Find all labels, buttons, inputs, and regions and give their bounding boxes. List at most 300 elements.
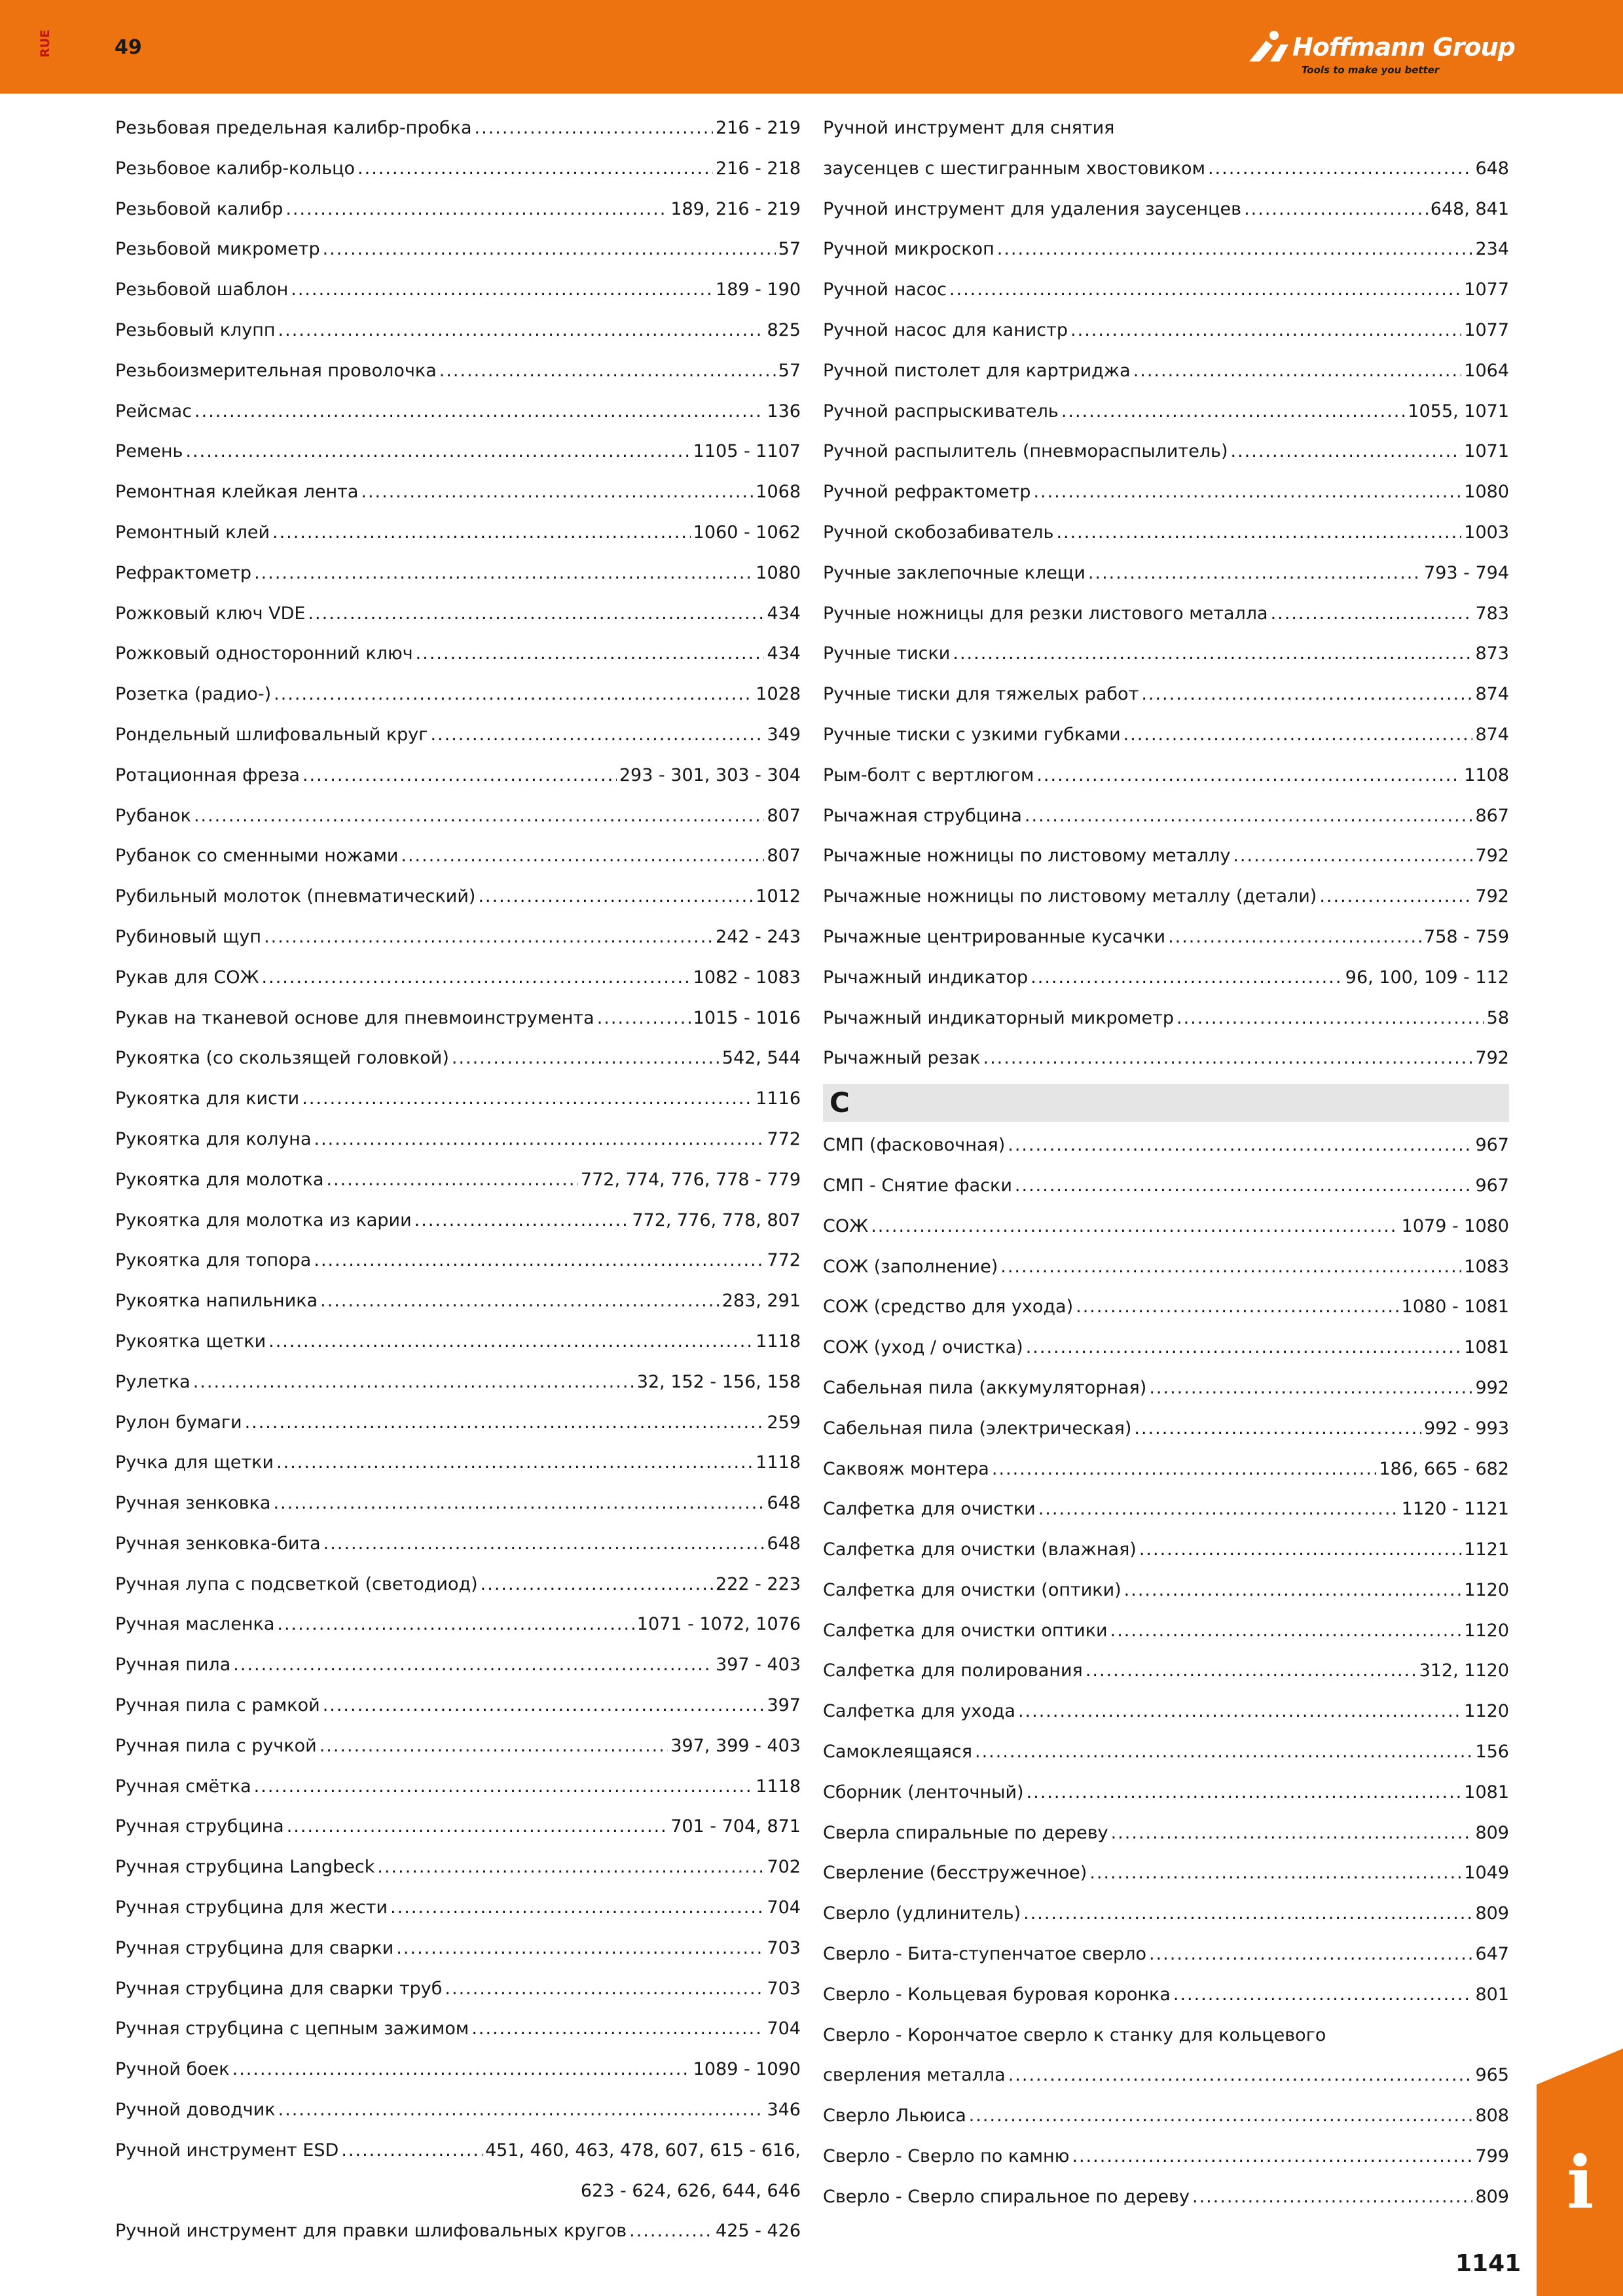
dot-leader <box>478 876 753 917</box>
index-page-ref: 772 <box>767 1250 801 1271</box>
index-page-ref: 1077 <box>1464 319 1509 340</box>
dot-leader <box>481 1564 713 1605</box>
index-entry <box>115 431 801 472</box>
index-term: Сверло (удлинитель) <box>823 1903 1021 1924</box>
index-entry <box>823 1975 1509 2015</box>
dot-leader <box>471 2009 764 2049</box>
index-term: Резьбовый клупп <box>115 319 276 340</box>
index-page-ref: 1015 - 1016 <box>693 1007 801 1028</box>
dot-leader <box>1149 1934 1472 1975</box>
index-term: Сверление (бесстружечное) <box>823 1863 1087 1884</box>
dot-leader <box>254 1767 754 1807</box>
index-term: Рукав на тканевой основе для пневмоинструмента <box>115 1007 594 1028</box>
dot-leader <box>254 553 753 594</box>
index-term: Рукоятка напильника <box>115 1291 318 1312</box>
index-entry <box>823 876 1509 917</box>
index-page-ref: 874 <box>1475 724 1509 745</box>
index-page-ref: 312, 1120 <box>1419 1660 1509 1681</box>
index-term: СОЖ <box>823 1215 869 1236</box>
index-entry <box>823 472 1509 512</box>
dot-leader <box>1000 1247 1461 1287</box>
index-page-ref: 434 <box>767 603 801 624</box>
index-term: Сборник (ленточный) <box>823 1782 1024 1803</box>
index-page-ref: 189 - 190 <box>716 279 801 300</box>
index-term: Резьбовое калибр-кольцо <box>115 158 356 179</box>
brand-name: Hoffmann Group <box>1292 33 1515 62</box>
index-page-ref: 57 <box>778 360 801 381</box>
index-page-ref: 1055, 1071 <box>1408 401 1509 422</box>
dot-leader <box>1033 472 1461 512</box>
index-page-ref: 623 - 624, 626, 644, 646 <box>580 2180 801 2201</box>
index-page-ref: 648 <box>1475 158 1509 179</box>
index-term: СОЖ (средство для ухода) <box>823 1297 1074 1318</box>
index-entry <box>823 674 1509 715</box>
dot-leader <box>185 431 690 472</box>
index-entry <box>823 958 1509 998</box>
index-term: Сверла спиральные по дереву <box>823 1822 1108 1843</box>
index-term: Рейсмас <box>115 401 192 422</box>
index-entry <box>115 1726 801 1767</box>
dot-leader <box>992 1449 1376 1490</box>
dot-leader <box>361 472 753 512</box>
index-entry <box>823 310 1509 351</box>
index-entry <box>115 1685 801 1726</box>
index-entry <box>115 1119 801 1160</box>
index-page-ref: 156 <box>1475 1742 1509 1763</box>
index-term: Рубиновый щуп <box>115 926 262 947</box>
index-term: Сверло Льюиса <box>823 2106 966 2126</box>
index-term: Сабельная пила (электрическая) <box>823 1418 1132 1439</box>
index-term: Рукоятка для кисти <box>115 1088 300 1109</box>
index-term: Рубанок <box>115 805 191 826</box>
index-page-ref: 647 <box>1475 1944 1509 1965</box>
index-term: Рожковый односторонний ключ <box>115 643 413 664</box>
index-entry <box>115 715 801 755</box>
index-term: Салфетка для очистки оптики <box>823 1620 1108 1641</box>
dot-leader <box>445 1969 764 2009</box>
index-entry <box>823 715 1509 755</box>
index-entry <box>823 1125 1509 1166</box>
index-term: Салфетка для очистки (влажная) <box>823 1539 1137 1560</box>
index-entry <box>115 998 801 1039</box>
index-entry <box>115 2211 801 2251</box>
index-term: Ручная лупа с подсветкой (светодиод) <box>115 1573 478 1594</box>
index-term: Ручной инструмент для удаления заусенцев <box>823 198 1242 219</box>
index-page-ref: 1118 <box>756 1452 801 1473</box>
index-term: Сверло - Кольцевая буровая коронка <box>823 1984 1171 2005</box>
index-page-ref: 1083 <box>1464 1256 1509 1277</box>
index-term: Сверло - Сверло спиральное по дереву <box>823 2186 1190 2207</box>
index-page-ref: 825 <box>767 319 801 340</box>
index-page-ref: 242 - 243 <box>716 926 801 947</box>
dot-leader <box>194 796 765 836</box>
dot-leader <box>1026 1327 1462 1368</box>
index-entry <box>115 1604 801 1645</box>
index-page-ref: 346 <box>767 2100 801 2121</box>
index-entry <box>823 1853 1509 1893</box>
dot-leader <box>1271 594 1473 634</box>
index-page-ref: 648, 841 <box>1430 198 1509 219</box>
index-term: Салфетка для полирования <box>823 1660 1083 1681</box>
index-entry <box>115 876 801 917</box>
index-entry <box>823 1651 1509 1691</box>
index-term: СОЖ (заполнение) <box>823 1256 998 1277</box>
dot-leader <box>314 1240 764 1281</box>
index-term: Рым-болт с вертлюгом <box>823 764 1034 785</box>
index-term: Ручной инструмент ESD <box>115 2140 339 2161</box>
index-page-ref: 1120 <box>1464 1701 1509 1722</box>
index-entry <box>823 1166 1509 1206</box>
dot-leader <box>264 917 713 958</box>
index-term: Рукоятка щетки <box>115 1331 266 1352</box>
index-entry <box>823 1772 1509 1813</box>
index-page-ref: 703 <box>767 1978 801 1999</box>
index-entry <box>823 1530 1509 1570</box>
index-page-ref: 1003 <box>1464 522 1509 543</box>
index-page-ref: 397, 399 - 403 <box>670 1735 801 1756</box>
index-term: Рулон бумаги <box>115 1412 242 1433</box>
index-entry <box>823 229 1509 270</box>
index-page-ref: 425 - 426 <box>716 2221 801 2242</box>
index-page-ref: 1064 <box>1464 360 1509 381</box>
dot-leader <box>1133 351 1462 391</box>
info-tab-letter: i <box>1567 2140 1594 2225</box>
index-page-ref: 57 <box>778 239 801 260</box>
index-page-ref: 1082 - 1083 <box>693 967 801 988</box>
dot-leader <box>1076 1287 1399 1327</box>
index-entry <box>823 1732 1509 1772</box>
index-term: Сабельная пила (аккумуляторная) <box>823 1377 1147 1398</box>
dot-leader <box>975 1732 1472 1772</box>
dot-leader <box>1124 1570 1462 1611</box>
index-entry <box>115 512 801 553</box>
dot-leader <box>1056 512 1461 553</box>
dot-leader <box>1168 917 1421 958</box>
index-page-ref: 216 - 218 <box>716 158 801 179</box>
index-page-ref: 967 <box>1475 1175 1509 1196</box>
index-term: Ручные ножницы для резки листового металла <box>823 603 1268 624</box>
dot-leader <box>291 270 713 310</box>
index-page-ref: 992 <box>1475 1377 1509 1398</box>
index-entry <box>115 1564 801 1605</box>
index-term: сверления металла <box>823 2065 1006 2086</box>
dot-leader <box>1123 715 1473 755</box>
index-page-ref: 136 <box>767 401 801 422</box>
dot-leader <box>357 149 713 189</box>
index-entry <box>823 351 1509 391</box>
index-entry <box>115 1200 801 1241</box>
index-page-ref: 1116 <box>756 1088 801 1109</box>
dot-leader <box>1070 310 1461 351</box>
index-term: Ручной микроскоп <box>823 239 994 260</box>
index-page-ref: 793 - 794 <box>1424 562 1509 583</box>
index-entry <box>823 1368 1509 1408</box>
index-entry <box>823 755 1509 796</box>
index-page-ref: 397 - 403 <box>716 1655 801 1676</box>
index-page-ref: 702 <box>767 1857 801 1878</box>
index-term: Рычажные ножницы по листовому металлу (детали) <box>823 886 1317 907</box>
index-term: Рулетка <box>115 1371 191 1392</box>
index-page-ref: 1120 <box>1464 1579 1509 1600</box>
index-page-ref: 397 <box>767 1695 801 1716</box>
index-page-ref: 807 <box>767 805 801 826</box>
index-term: Рукоятка для колуна <box>115 1128 312 1149</box>
dot-leader <box>1072 2136 1472 2177</box>
dot-leader <box>377 1847 764 1888</box>
index-page-ref: 234 <box>1475 239 1509 260</box>
dot-leader <box>1176 998 1484 1039</box>
index-term: СМП - Снятие фаски <box>823 1175 1012 1196</box>
dot-leader <box>278 2090 765 2130</box>
dot-leader <box>1111 1813 1473 1854</box>
dot-leader <box>302 1079 753 1119</box>
index-term: Ручка для щетки <box>115 1452 274 1473</box>
dot-leader <box>341 2130 483 2171</box>
index-page-ref: 799 <box>1475 2146 1509 2167</box>
index-page-ref: 792 <box>1475 886 1509 907</box>
index-term: Ручная струбцина Langbeck <box>115 1857 375 1878</box>
index-page-ref: 1060 - 1062 <box>693 522 801 543</box>
index-entry <box>823 149 1509 189</box>
index-term: Рычажные центрированные кусачки <box>823 926 1166 947</box>
index-term: Ручная пила <box>115 1655 231 1676</box>
index-term: Ручной насос <box>823 279 947 300</box>
index-page-ref: 648 <box>767 1493 801 1514</box>
dot-leader <box>1244 189 1428 230</box>
dot-leader <box>277 1604 634 1645</box>
index-entry <box>823 796 1509 836</box>
index-entry <box>115 1969 801 2009</box>
index-term: Ручная зенковка <box>115 1493 271 1514</box>
index-page-ref: 1120 <box>1464 1620 1509 1641</box>
index-entry <box>115 594 801 634</box>
index-page-ref: 1077 <box>1464 279 1509 300</box>
dot-leader <box>323 1524 765 1564</box>
dot-leader <box>430 715 764 755</box>
index-entry <box>115 1321 801 1362</box>
index-entry <box>115 149 801 189</box>
index-entry <box>115 1806 801 1847</box>
index-term: Рожковый ключ VDE <box>115 603 306 624</box>
index-entry <box>823 1893 1509 1934</box>
index-term: Ремонтная клейкая лента <box>115 482 359 503</box>
index-term: Ручной боек <box>115 2059 230 2080</box>
index-entry <box>823 1570 1509 1611</box>
index-page-ref: 807 <box>767 846 801 867</box>
index-page-ref: 701 - 704, 871 <box>670 1816 801 1837</box>
index-page-ref: 704 <box>767 2018 801 2039</box>
index-entry <box>115 836 801 876</box>
hoffmann-logo-icon <box>1244 29 1294 65</box>
index-page-ref: 965 <box>1475 2065 1509 2086</box>
dot-leader <box>1015 1166 1473 1206</box>
index-entry <box>115 796 801 836</box>
index-page-ref: 809 <box>1475 1822 1509 1843</box>
index-page-ref: 32, 152 - 156, 158 <box>636 1371 801 1392</box>
index-page-ref: 772 <box>767 1128 801 1149</box>
index-term: Ручной распылитель (пневмораспылитель) <box>823 441 1228 462</box>
dot-leader <box>327 1160 578 1200</box>
dot-leader <box>1149 1368 1472 1408</box>
dot-leader <box>390 1888 764 1928</box>
index-term: Самоклеящаяся <box>823 1742 973 1763</box>
index-page-ref: 1081 <box>1464 1337 1509 1358</box>
brand-logo <box>1244 29 1519 81</box>
index-entry <box>823 2015 1509 2056</box>
index-entry <box>115 2009 801 2049</box>
dot-leader <box>1233 836 1472 876</box>
index-page-ref: 1049 <box>1464 1863 1509 1884</box>
index-entry <box>115 1847 801 1888</box>
index-term: Рычажная струбцина <box>823 805 1022 826</box>
index-term: Ручная пила с рамкой <box>115 1695 320 1716</box>
dot-leader <box>629 2211 713 2251</box>
index-entry <box>823 634 1509 674</box>
dot-leader <box>1141 674 1472 715</box>
index-term: Ручной пистолет для картриджа <box>823 360 1131 381</box>
index-term: Рычажный резак <box>823 1048 981 1069</box>
index-page-ref: 809 <box>1475 2186 1509 2207</box>
index-entry <box>823 836 1509 876</box>
index-term: Ручная струбцина <box>115 1816 284 1837</box>
index-page-ref: 542, 544 <box>721 1048 801 1069</box>
index-entry <box>823 1408 1509 1449</box>
index-term: Рычажный индикатор <box>823 967 1029 988</box>
index-entry <box>115 1888 801 1928</box>
dot-leader <box>1139 1530 1461 1570</box>
dot-leader <box>1023 1893 1472 1934</box>
index-entry <box>115 1240 801 1281</box>
index-page-ref: 1120 - 1121 <box>1401 1499 1509 1520</box>
dot-leader <box>278 310 765 351</box>
brand-tagline: Tools to make you better <box>1302 64 1440 76</box>
index-entry <box>115 755 801 796</box>
index-entry <box>115 229 801 270</box>
index-term: Ручной рефрактометр <box>823 482 1031 503</box>
index-entry <box>823 108 1509 149</box>
index-term: Ручная струбцина с цепным зажимом <box>115 2018 469 2039</box>
index-term: Рукав для СОЖ <box>115 967 259 988</box>
index-entry <box>823 2136 1509 2177</box>
index-page-ref: 1080 <box>756 562 801 583</box>
index-term: Сверло - Бита-ступенчатое сверло <box>823 1944 1146 1965</box>
index-term: Саквояж монтера <box>823 1458 989 1479</box>
index-page-ref: 783 <box>1475 603 1509 624</box>
dot-leader <box>302 755 617 796</box>
index-entry <box>823 2055 1509 2096</box>
index-page-ref: 1028 <box>756 684 801 705</box>
dot-leader <box>1008 1125 1472 1166</box>
index-entry <box>115 1038 801 1079</box>
dot-leader <box>1089 1853 1461 1893</box>
index-entry <box>823 998 1509 1039</box>
index-page-ref: 293 - 301, 303 - 304 <box>619 764 801 785</box>
dot-leader <box>1192 2177 1472 2217</box>
index-entry <box>823 189 1509 230</box>
dot-leader <box>396 1928 764 1969</box>
index-entry <box>115 472 801 512</box>
index-term: Рубанок со сменными ножами <box>115 846 399 867</box>
index-page-ref: 792 <box>1475 1048 1509 1069</box>
dot-leader <box>323 229 776 270</box>
index-entry <box>823 1611 1509 1651</box>
index-term: Ручные заклепочные клещи <box>823 562 1085 583</box>
dot-leader <box>414 1200 630 1241</box>
index-term: Ручной распрыскиватель <box>823 401 1059 422</box>
index-page-ref: 801 <box>1475 1984 1509 2005</box>
index-page-ref: 1071 <box>1464 441 1509 462</box>
index-term: Ручной скобозабиватель <box>823 522 1054 543</box>
index-page-ref: 809 <box>1475 1903 1509 1924</box>
index-entry <box>823 1813 1509 1854</box>
index-term: Рукоятка для молотка <box>115 1169 324 1190</box>
index-entry <box>823 1489 1509 1530</box>
index-entry <box>115 1483 801 1524</box>
index-page-ref: 451, 460, 463, 478, 607, 615 - 616, <box>484 2140 801 2161</box>
index-entry <box>115 1524 801 1564</box>
dot-leader <box>1036 755 1461 796</box>
index-entry <box>115 634 801 674</box>
dot-leader <box>193 1362 634 1403</box>
index-column-right <box>823 108 1509 2217</box>
index-page-ref: 992 - 993 <box>1424 1418 1509 1439</box>
index-page-ref: 808 <box>1475 2106 1509 2126</box>
dot-leader <box>1018 1691 1461 1732</box>
index-entry <box>823 1287 1509 1327</box>
index-entry <box>823 1691 1509 1732</box>
index-term: Ручной инструмент для правки шлифовальных кругов <box>115 2221 627 2242</box>
index-term: Резьбовая предельная калибр-пробка <box>115 118 472 138</box>
index-entry <box>823 1449 1509 1490</box>
index-term: Ручной инструмент для снятия <box>823 118 1115 138</box>
index-term: Ручные тиски с узкими губками <box>823 724 1121 745</box>
index-page-ref: 1012 <box>756 886 801 907</box>
index-entry <box>115 958 801 998</box>
index-entry <box>115 351 801 391</box>
index-entry <box>115 1160 801 1200</box>
index-term: Рукоятка (со скользящей головкой) <box>115 1048 449 1069</box>
index-page-ref: 1079 - 1080 <box>1401 1215 1509 1236</box>
index-term: Рубильный молоток (пневматический) <box>115 886 476 907</box>
dot-leader <box>1134 1408 1421 1449</box>
index-page-ref: 1118 <box>756 1776 801 1797</box>
index-term: Резьбовой микрометр <box>115 239 320 260</box>
index-entry <box>823 270 1509 310</box>
index-page-ref: 186, 665 - 682 <box>1379 1458 1509 1479</box>
index-term: Рукоятка для топора <box>115 1250 312 1271</box>
index-term: Салфетка для ухода <box>823 1701 1015 1722</box>
index-page-ref: 703 <box>767 1937 801 1958</box>
dot-leader <box>274 674 753 715</box>
index-entry <box>115 1928 801 1969</box>
index-term: Сверло - Сверло по камню <box>823 2146 1070 2167</box>
index-term: Резьбовой шаблон <box>115 279 289 300</box>
chapter-number: 49 <box>115 36 142 59</box>
index-entry <box>115 1403 801 1443</box>
index-page-ref: 648 <box>767 1533 801 1554</box>
dot-leader <box>287 1806 668 1847</box>
dot-leader <box>997 229 1473 270</box>
index-entry <box>115 108 801 149</box>
index-term: Ручная струбцина для сварки труб <box>115 1978 443 1999</box>
index-page-ref: 772, 776, 778, 807 <box>632 1210 801 1230</box>
index-entry <box>115 674 801 715</box>
dot-leader <box>319 1726 668 1767</box>
index-entry <box>115 310 801 351</box>
dot-leader <box>232 2049 691 2090</box>
dot-leader <box>597 998 691 1039</box>
index-term: Ручная масленка <box>115 1614 275 1635</box>
